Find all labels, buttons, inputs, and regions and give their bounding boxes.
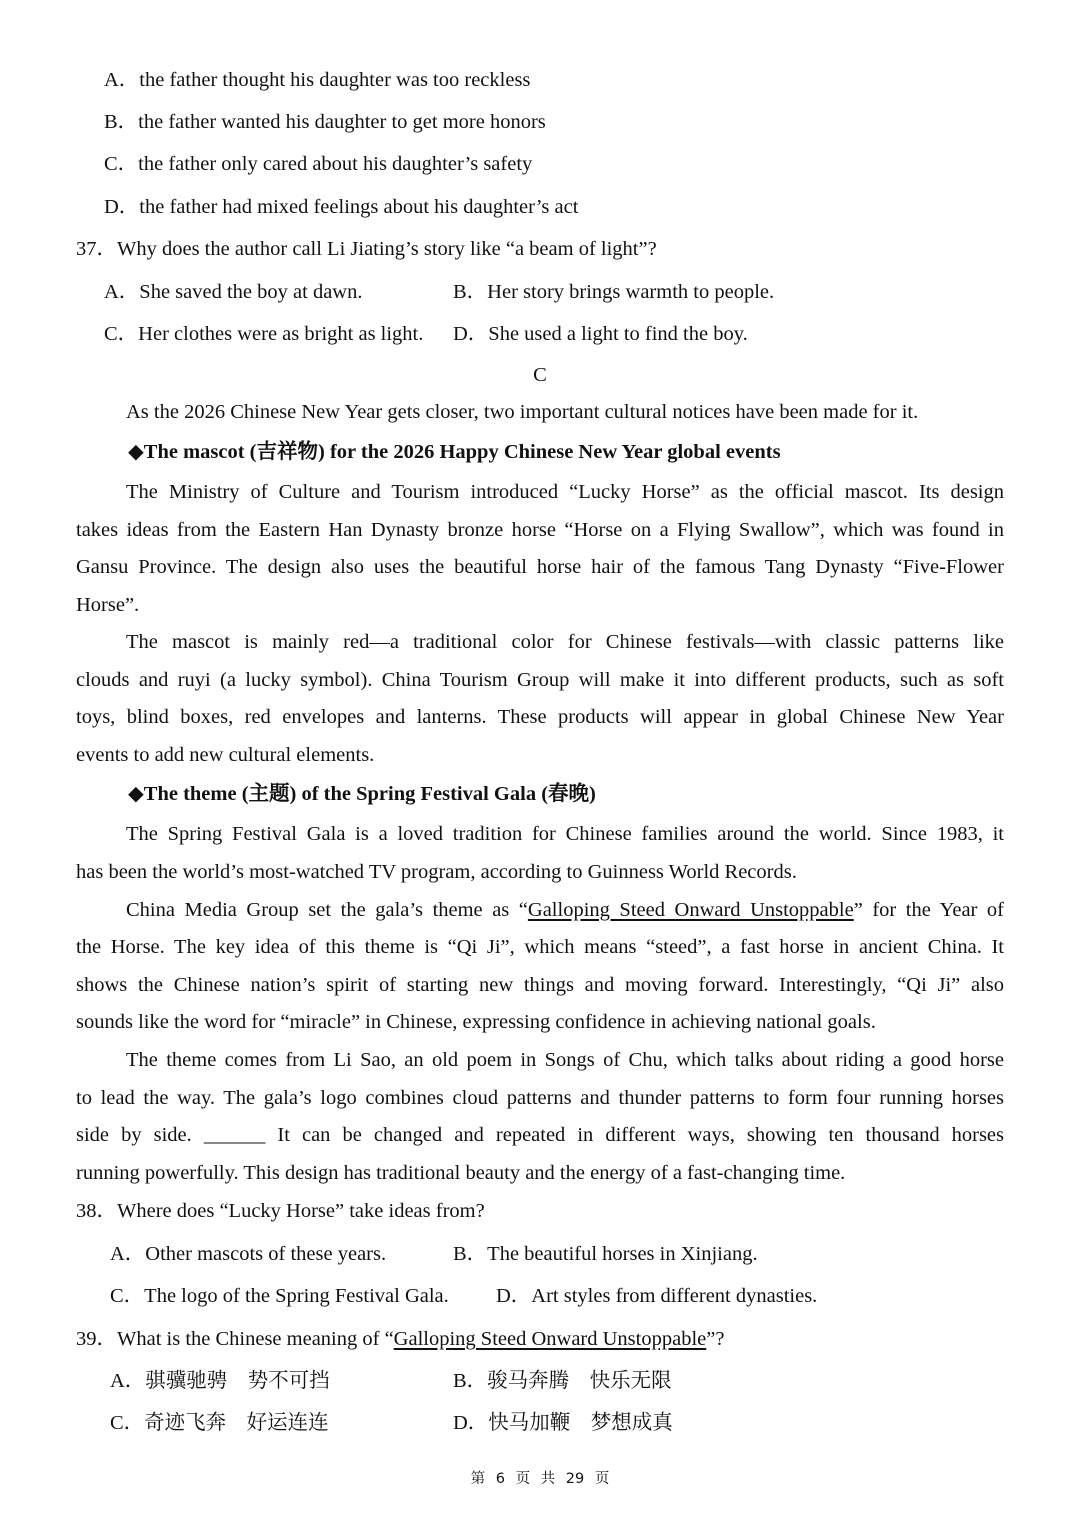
p4-line4: sounds like the word for “miracle” in Chinese, expressing confidence in achieving national goals. bbox=[76, 1011, 876, 1033]
theme-phrase: Galloping Steed Onward Unstoppable bbox=[527, 899, 854, 921]
p3-line1: The Spring Festival Gala is a loved tradition for Chinese families around the world. Since 1983, it bbox=[126, 823, 1004, 845]
passage-intro: As the 2026 Chinese New Year gets closer, two important cultural notices have been made for it. bbox=[126, 401, 919, 423]
p4-line1-pre: China Media Group set the gala’s theme as “ bbox=[126, 899, 528, 921]
q38-option-c: C．The logo of the Spring Festival Gala. bbox=[110, 1285, 449, 1307]
heading-theme: ◆The theme (主题) of the Spring Festival Gala (春晚) bbox=[128, 783, 596, 805]
p2-line3: toys, blind boxes, red envelopes and lanterns. These products will appear in global Chinese New Year bbox=[76, 706, 1004, 728]
p4-line1 bbox=[126, 896, 1004, 924]
q36-option-b: B．the father wanted his daughter to get more honors bbox=[104, 111, 546, 133]
q37-option-a: A．She saved the boy at dawn. bbox=[104, 281, 363, 303]
section-letter: C bbox=[533, 364, 547, 386]
p5-line4: running powerfully. This design has traditional beauty and the energy of a fast-changing time. bbox=[76, 1162, 846, 1184]
p1-line4: Horse”. bbox=[76, 594, 140, 616]
p4-line2: the Horse. The key idea of this theme is “Qi Ji”, which means “steed”, a fast horse in ancient China. It bbox=[76, 936, 1004, 958]
q38-stem: 38．Where does “Lucky Horse” take ideas from? bbox=[76, 1200, 485, 1222]
page-number: 第 6 页 共 29 页 bbox=[470, 1471, 610, 1487]
q38-option-a: A．Other mascots of these years. bbox=[110, 1243, 387, 1265]
p4-line3: shows the Chinese nation’s spirit of starting new things and moving forward. Interestingly, “Qi Ji” also bbox=[76, 974, 1004, 996]
q36-option-c: C．the father only cared about his daughter’s safety bbox=[104, 153, 533, 175]
q37-stem: 37．Why does the author call Li Jiating’s story like “a beam of light”? bbox=[76, 238, 657, 260]
q37-option-d: D．She used a light to find the boy. bbox=[453, 323, 748, 345]
q39-stem-pre: 39．What is the Chinese meaning of “ bbox=[76, 1328, 394, 1350]
q39-phrase: Galloping Steed Onward Unstoppable bbox=[393, 1328, 707, 1350]
p5-line1: The theme comes from Li Sao, an old poem in Songs of Chu, which talks about riding a good horse bbox=[126, 1049, 1004, 1071]
p1-line1: The Ministry of Culture and Tourism introduced “Lucky Horse” as the official mascot. Its design bbox=[126, 481, 1004, 503]
answer-blank: ______ bbox=[203, 1124, 266, 1146]
p5-line3-pre: side by side. bbox=[76, 1124, 192, 1146]
q39-option-c: C．奇迹飞奔 好运连连 bbox=[110, 1412, 329, 1434]
q39-stem-post: ”? bbox=[706, 1328, 725, 1350]
p2-line2: clouds and ruyi (a lucky symbol). China Tourism Group will make it into different products, such as soft bbox=[76, 669, 1004, 691]
q38-option-b: B．The beautiful horses in Xinjiang. bbox=[453, 1243, 758, 1265]
q39-option-b: B．骏马奔腾 快乐无限 bbox=[453, 1370, 672, 1392]
q36-option-d: D．the father had mixed feelings about his daughter’s act bbox=[104, 196, 579, 218]
q38-option-d: D．Art styles from different dynasties. bbox=[496, 1285, 818, 1307]
p5-line3 bbox=[76, 1121, 1004, 1149]
p3-line2: has been the world’s most-watched TV program, according to Guinness World Records. bbox=[76, 861, 797, 883]
p1-line2: takes ideas from the Eastern Han Dynasty bronze horse “Horse on a Flying Swallow”, which was found in bbox=[76, 519, 1004, 541]
p5-line2: to lead the way. The gala’s logo combines cloud patterns and thunder patterns to form four running horses bbox=[76, 1087, 1004, 1109]
q39-option-a: A．骐骥驰骋 势不可挡 bbox=[110, 1370, 330, 1392]
q36-option-a: A．the father thought his daughter was too reckless bbox=[104, 69, 531, 91]
p2-line1: The mascot is mainly red—a traditional color for Chinese festivals—with classic patterns like bbox=[126, 631, 1004, 653]
heading-mascot: ◆The mascot (吉祥物) for the 2026 Happy Chinese New Year global events bbox=[128, 441, 781, 463]
p4-line1-post: ” for the Year of bbox=[853, 899, 1004, 921]
q39-option-d: D．快马加鞭 梦想成真 bbox=[453, 1412, 673, 1434]
p2-line4: events to add new cultural elements. bbox=[76, 744, 375, 766]
p5-line3-post: It can be changed and repeated in different ways, showing ten thousand horses bbox=[277, 1124, 1005, 1146]
q37-option-b: B．Her story brings warmth to people. bbox=[453, 281, 775, 303]
p1-line3: Gansu Province. The design also uses the beautiful horse hair of the famous Tang Dynasty “Five-Flower bbox=[76, 556, 1004, 578]
q39-stem bbox=[76, 1325, 724, 1353]
q37-option-c: C．Her clothes were as bright as light. bbox=[104, 323, 424, 345]
